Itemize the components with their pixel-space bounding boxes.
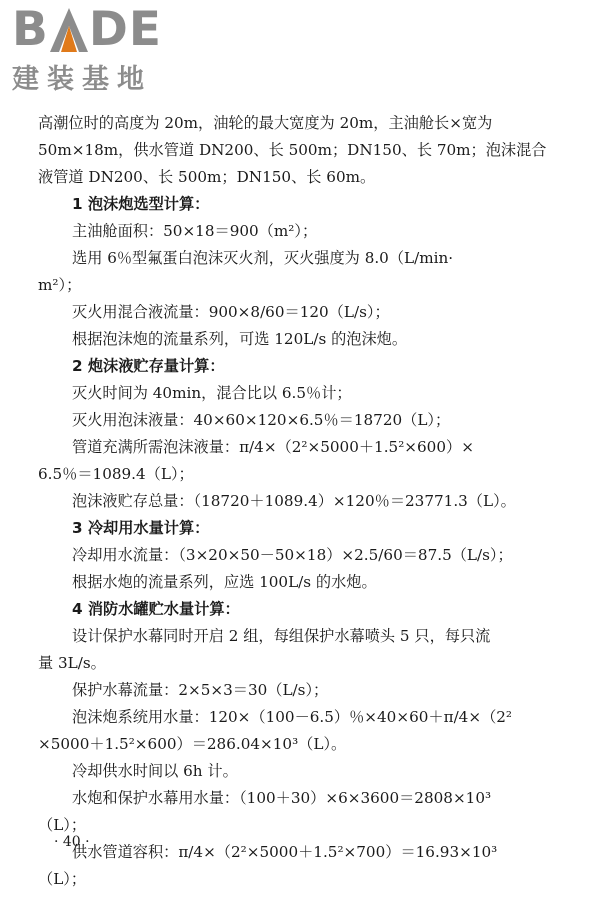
- text-line: 冷却用水流量：（3×20×50－50×18）×2.5/60＝87.5（L/s）；: [72, 546, 513, 564]
- logo-letter-b: B: [12, 2, 49, 57]
- page-number: · 40 ·: [54, 834, 90, 850]
- text-line: 根据泡沫炮的流量系列，可选 120L/s 的泡沫炮。: [72, 330, 408, 348]
- document-body: [38, 110, 558, 893]
- section-heading-1: 1 泡沫炮选型计算：: [72, 195, 210, 213]
- text-line: 供水管道容积：π/4×（2²×5000＋1.5²×700）＝16.93×10³: [72, 843, 498, 861]
- text-line: （L）；: [38, 870, 87, 888]
- text-line: 泡沫液贮存总量：（18720＋1089.4）×120％＝23771.3（L）。: [72, 492, 516, 510]
- text-line: 灭火用混合液流量：900×8/60＝120（L/s）；: [72, 303, 390, 321]
- text-line: 主油舱面积：50×18＝900（m²）；: [72, 222, 318, 240]
- text-line: m²）；: [38, 276, 82, 294]
- logo-a-mark: [50, 6, 88, 53]
- logo-wordmark: [12, 2, 162, 57]
- section-heading-2: 2 炮沫液贮存量计算：: [72, 357, 225, 375]
- text-line: 管道充满所需泡沫液量：π/4×（2²×5000＋1.5²×600）×: [72, 438, 474, 456]
- logo-subtitle: 建装基地: [12, 64, 152, 95]
- text-line: ×5000＋1.5²×600）＝286.04×10³（L）。: [38, 735, 347, 753]
- text-line: 冷却供水时间以 6h 计。: [72, 762, 238, 780]
- section-heading-3: 3 冷却用水量计算：: [72, 519, 210, 537]
- text-line: 高潮位时的高度为 20m，油轮的最大宽度为 20m，主油舱长×宽为: [38, 114, 493, 132]
- text-line: 量 3L/s。: [38, 654, 106, 672]
- section-heading-4: 4 消防水罐贮水量计算：: [72, 600, 240, 618]
- bade-logo: [12, 2, 162, 96]
- text-line: 设计保护水幕同时开启 2 组，每组保护水幕喷头 5 只，每只流: [72, 627, 491, 645]
- text-line: 6.5％＝1089.4（L）；: [38, 465, 194, 483]
- text-line: （L）；: [38, 816, 87, 834]
- text-line: 保护水幕流量：2×5×3＝30（L/s）；: [72, 681, 329, 699]
- logo-letters-de: DE: [88, 2, 162, 57]
- text-line: 50m×18m，供水管道 DN200、长 500m；DN150、长 70m；泡沫混合: [38, 141, 547, 159]
- text-line: 选用 6％型氟蛋白泡沫灭火剂，灭火强度为 8.0（L/min·: [72, 249, 454, 267]
- text-line: 液管道 DN200、长 500m；DN150、长 60m。: [38, 168, 376, 186]
- text-line: 灭火时间为 40min，混合比以 6.5％计；: [72, 384, 352, 402]
- text-line: 泡沫炮系统用水量：120×（100－6.5）％×40×60＋π/4×（2²: [72, 708, 513, 726]
- text-line: 水炮和保护水幕用水量：（100＋30）×6×3600＝2808×10³: [72, 789, 492, 807]
- text-line: 根据水炮的流量系列，应选 100L/s 的水炮。: [72, 573, 377, 591]
- text-line: 灭火用泡沫液量：40×60×120×6.5％＝18720（L）；: [72, 411, 451, 429]
